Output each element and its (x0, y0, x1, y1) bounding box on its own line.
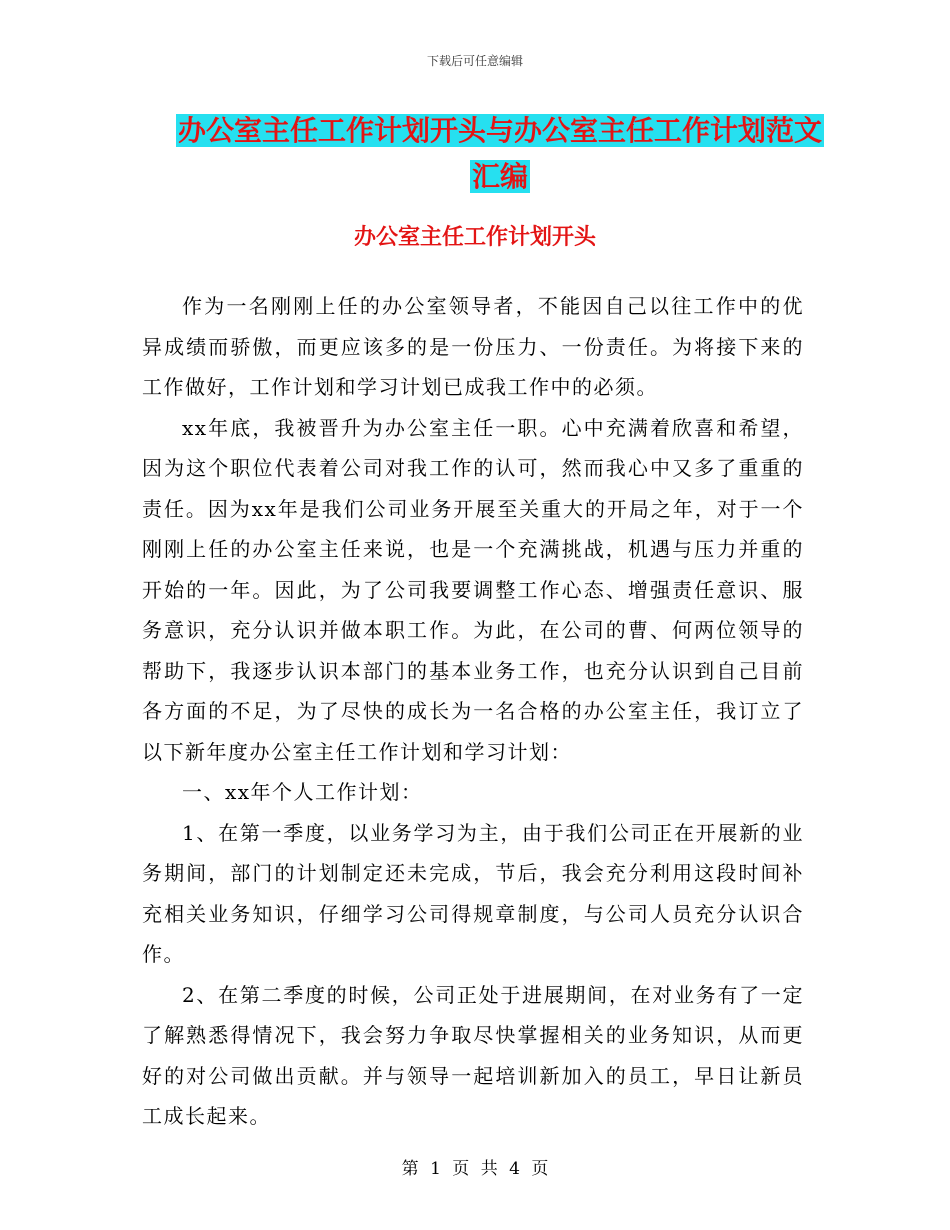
body-text (142, 286, 804, 1137)
paragraph: 1、在第一季度，以业务学习为主，由于我们公司正在开展新的业务期间，部门的计划制定还未完成，节后，我会充分利用这段时间补充相关业务知识，仔细学习公司得规章制度，与公司人员充分认识合作。 (142, 820, 804, 966)
paragraph: 作为一名刚刚上任的办公室领导者，不能因自己以往工作中的优异成绩而骄傲，而更应该多的是一份压力、一份责任。为将接下来的工作做好，工作计划和学习计划已成我工作中的必须。 (142, 294, 804, 399)
paragraph: xx年底，我被晋升为办公室主任一职。心中充满着欣喜和希望，因为这个职位代表着公司对我工作的认可，然而我心中又多了重重的责任。因为xx年是我们公司业务开展至关重大的开局之年，对于一个刚刚上任的办公室主任来说，也是一个充满挑战，机遇与压力并重的开始的一年。因此，为了公司我要调整工作心态、增强责任意识、服务意识，充分认识并做本职工作。为此，在公司的曹、何两位领导的帮助下，我逐步认识本部门的基本业务工作，也充分认识到自己目前各方面的不足，为了尽快的成长为一名合格的办公室主任，我订立了以下新年度办公室主任工作计划和学习计划： (142, 415, 804, 764)
document-title (140, 108, 860, 200)
page-footer: 第 1 页 共 4 页 (401, 1159, 549, 1179)
title-line-2: 汇编 (471, 160, 528, 193)
paragraph: 2、在第二季度的时候，公司正处于进展期间，在对业务有了一定了解熟悉得情况下，我会努力争取尽快掌握相关的业务知识，从而更好的对公司做出贡献。并与领导一起培训新加入的员工，早日让新员工成长起来。 (142, 982, 804, 1128)
title-line-1: 办公室主任工作计划开头与办公室主任工作计划范文 (177, 114, 822, 147)
header-note: 下载后可任意编辑 (426, 54, 523, 68)
paragraph: 一、xx年个人工作计划： (182, 780, 423, 804)
section-title: 办公室主任工作计划开头 (353, 225, 596, 250)
